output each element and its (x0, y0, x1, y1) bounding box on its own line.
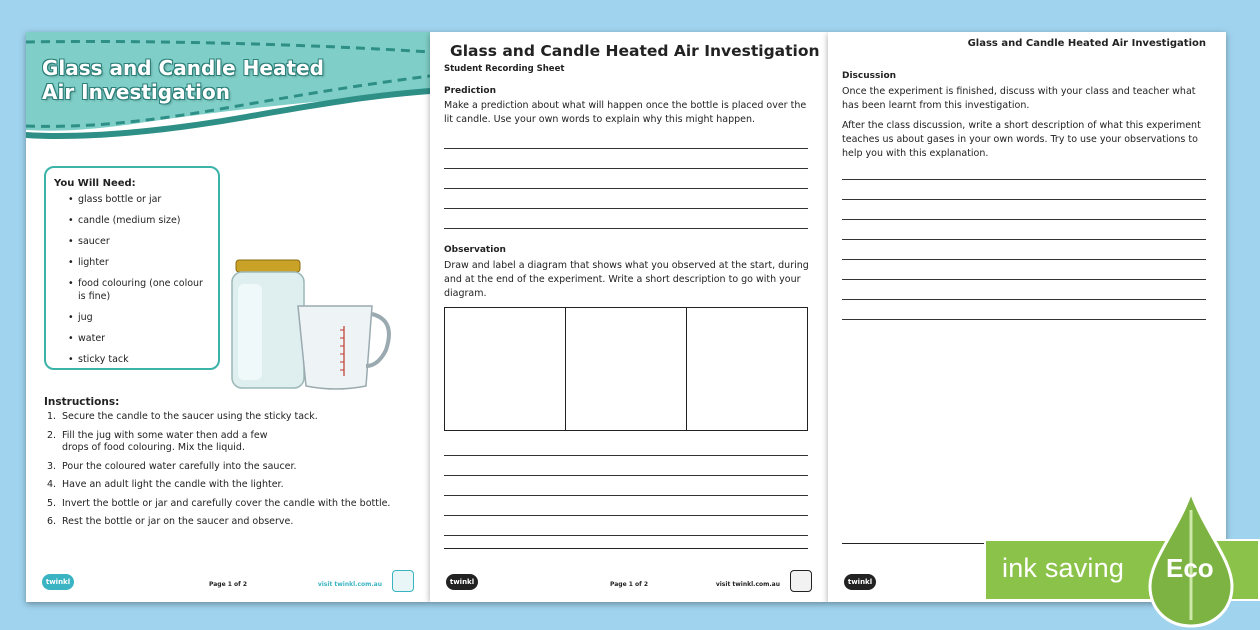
list-item: • candle (medium size) (54, 214, 210, 227)
writing-line (444, 208, 808, 209)
discussion-text-2: After the class discussion, write a short description of what this experiment teaches us about gases in your own words. Try to use your observations to help you with this explanation. (842, 120, 1201, 159)
step-text: Pour the coloured water carefully into the saucer. (62, 460, 297, 472)
diagram-cell-end[interactable] (687, 308, 807, 430)
writing-line (444, 228, 808, 229)
writing-line (842, 259, 1206, 260)
page-subtitle: Student Recording Sheet (444, 64, 565, 74)
list-item: • glass bottle or jar (54, 193, 210, 206)
quality-badge-icon (392, 570, 414, 592)
page-footer (26, 568, 430, 592)
page-title: Glass and Candle Heated Air Investigation (967, 38, 1206, 49)
writing-line (842, 199, 1206, 200)
step-number: 3. (47, 460, 57, 472)
instructions-list (44, 411, 414, 529)
materials-box (44, 166, 220, 370)
writing-line (444, 455, 808, 456)
ink-saving-label: ink saving (1002, 553, 1125, 583)
list-item: • lighter (54, 256, 210, 269)
instructions-section (44, 396, 414, 535)
list-item (44, 498, 414, 511)
writing-line (444, 495, 808, 496)
step-number: 6. (47, 516, 57, 527)
instructions-page (26, 32, 430, 602)
list-item (44, 516, 414, 529)
page-title: Glass and Candle Heated Air Investigation (450, 42, 820, 60)
list-item (44, 479, 414, 492)
diagram-cell-during[interactable] (566, 308, 687, 430)
twinkl-logo: twinkl (844, 574, 876, 590)
instructions-title: Instructions: (44, 396, 120, 408)
step-number: 4. (47, 479, 57, 490)
writing-line (842, 219, 1206, 220)
writing-line (842, 299, 1206, 300)
discussion-title: Discussion (842, 71, 897, 81)
step-number: 5. (47, 497, 57, 509)
prediction-text: Make a prediction about what will happen once the bottle is placed over the lit candle. Use your own words to explain why this might happen. (444, 100, 807, 125)
writing-line (842, 239, 1206, 240)
writing-line (842, 319, 1206, 320)
twinkl-logo: twinkl (446, 574, 478, 590)
page-title: Glass and Candle Heated Air Investigation (42, 56, 324, 104)
diagram-cell-start[interactable] (445, 308, 566, 430)
step-text: Fill the jug with some water then add a few drops of food colouring. Mix the liquid. (62, 429, 268, 453)
step-number: 2. (47, 429, 57, 441)
list-item (44, 411, 414, 424)
twinkl-logo: twinkl (42, 574, 74, 590)
list-item (44, 430, 294, 455)
quality-badge-icon (790, 570, 812, 592)
step-text: Have an adult light the candle with the lighter. (62, 479, 284, 490)
prediction-title: Prediction (444, 86, 496, 96)
list-item: • water (54, 332, 210, 345)
step-text: Invert the bottle or jar and carefully cover the candle with the bottle. (62, 497, 391, 509)
recording-sheet-page (430, 32, 828, 602)
list-item: • jug (54, 311, 210, 324)
writing-line (444, 515, 808, 516)
step-number: 1. (47, 411, 57, 422)
page-number: Page 1 of 2 (209, 581, 247, 588)
page-footer (430, 568, 828, 592)
footer-divider (444, 548, 808, 549)
list-item: • sticky tack (54, 353, 210, 366)
observation-text: Draw and label a diagram that shows what you observed at the start, during and at the end of the experiment. Write a short description to go with your diagram. (444, 260, 809, 299)
eco-label: Eco (1166, 553, 1214, 583)
writing-line (444, 188, 808, 189)
list-item (44, 461, 414, 474)
list-item: • food colouring (one colour is fine) (54, 277, 210, 303)
diagram-grid (444, 307, 808, 431)
step-text: Secure the candle to the saucer using the sticky tack. (62, 411, 318, 422)
discussion-text-1: Once the experiment is finished, discuss with your class and teacher what has been learnt from this investigation. (842, 86, 1196, 111)
materials-title: You Will Need: (54, 178, 136, 189)
writing-line (444, 475, 808, 476)
step-text: Rest the bottle or jar on the saucer and observe. (62, 516, 294, 527)
writing-line (842, 179, 1206, 180)
jar-and-jug-illustration (226, 254, 398, 394)
writing-line (444, 168, 808, 169)
writing-line (842, 279, 1206, 280)
website-link[interactable]: visit twinkl.com.au (715, 581, 780, 588)
website-link[interactable]: visit twinkl.com.au (317, 581, 382, 588)
page-number: Page 1 of 2 (610, 581, 648, 588)
list-item: • saucer (54, 235, 210, 248)
writing-line (444, 148, 808, 149)
footer-divider (842, 543, 996, 544)
writing-line (444, 535, 808, 536)
observation-title: Observation (444, 245, 506, 255)
materials-list (54, 193, 210, 366)
